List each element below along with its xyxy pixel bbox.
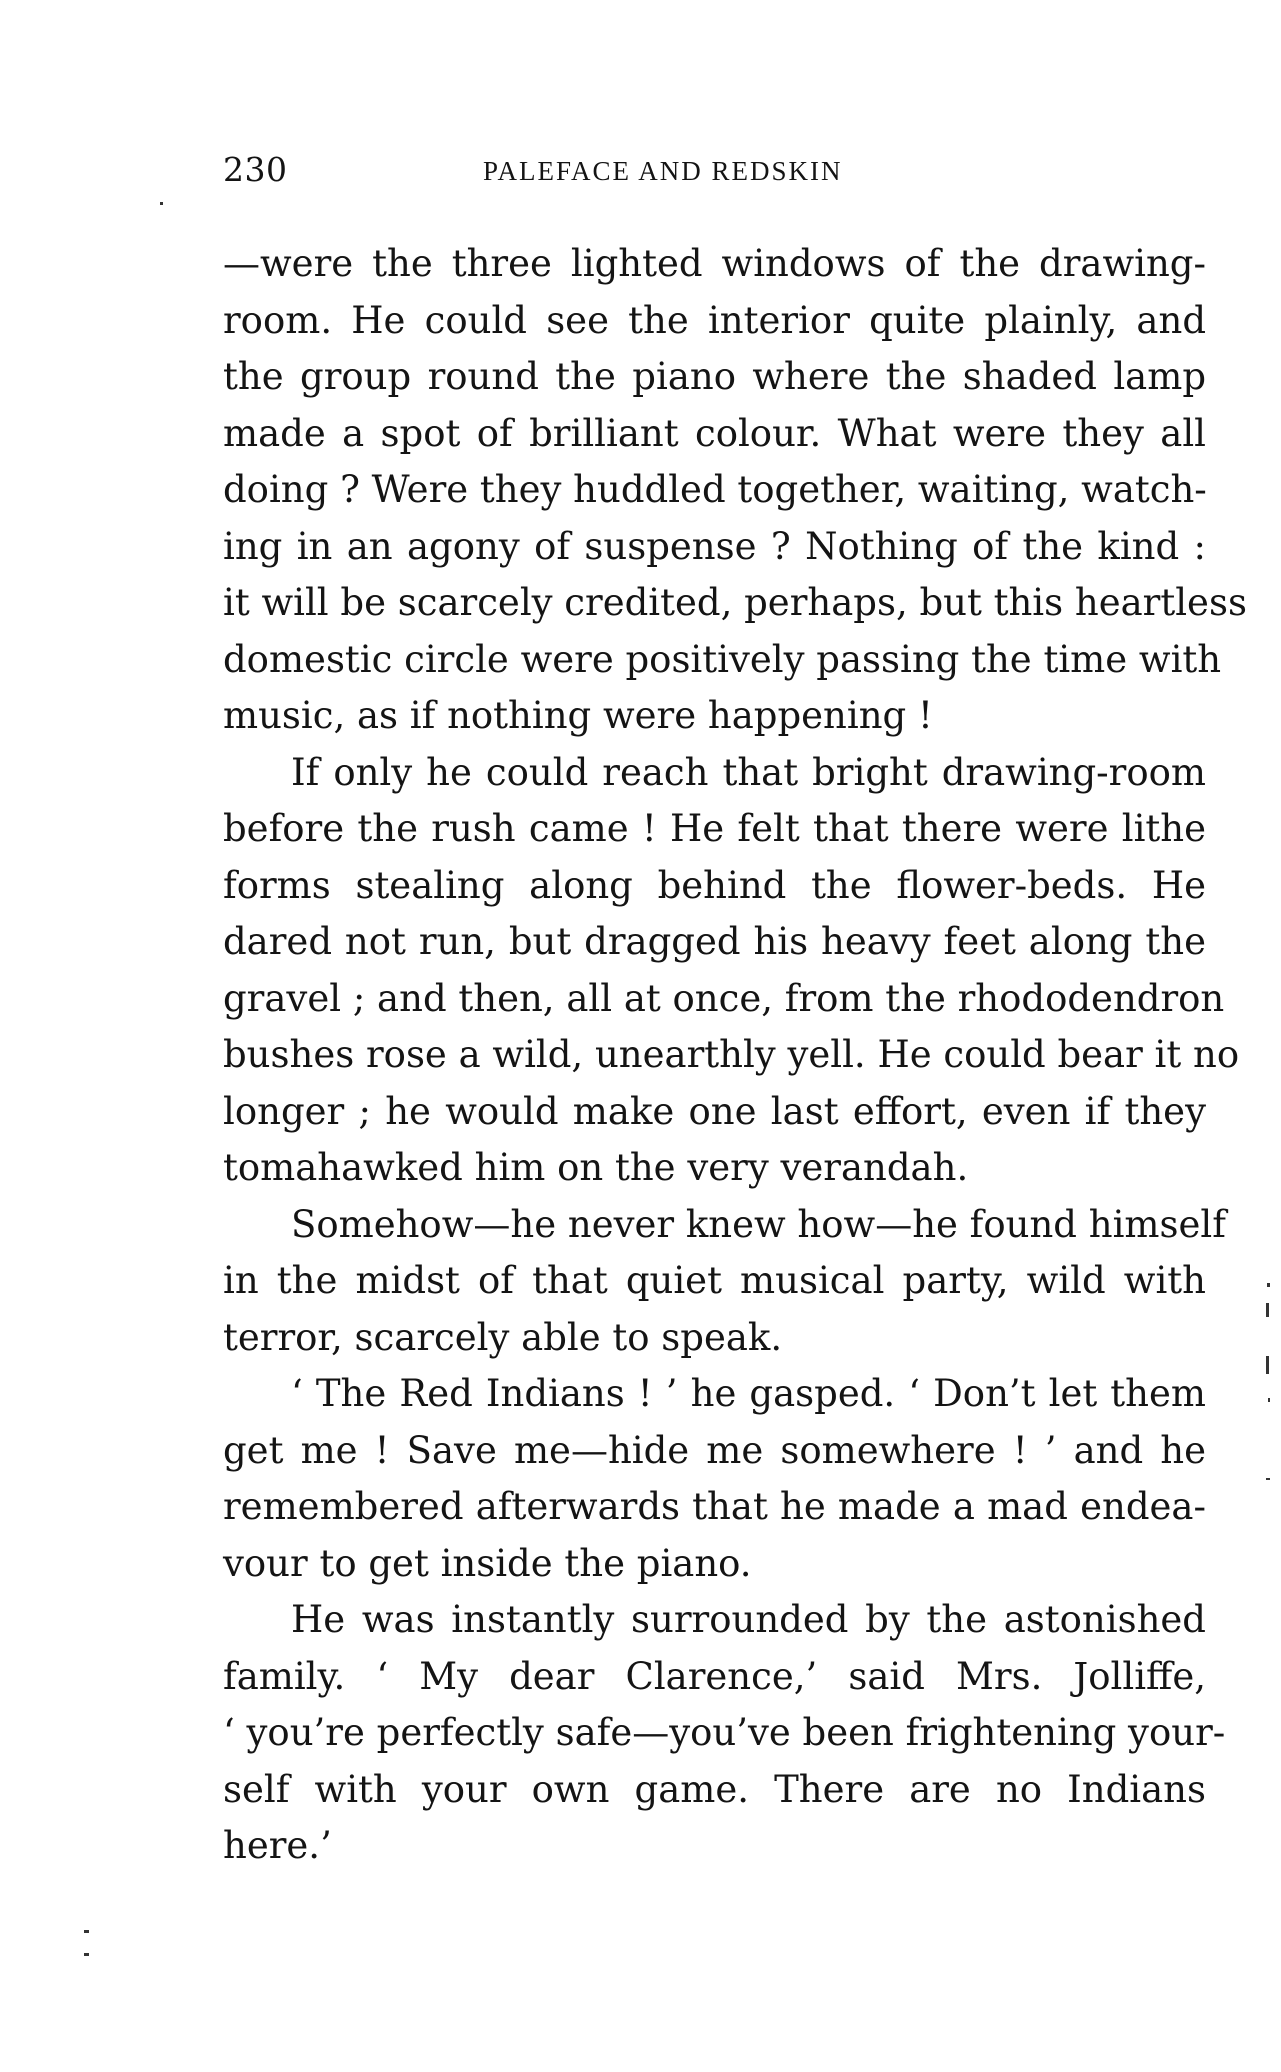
- text-line: self with your own game. There are no Indians: [223, 1767, 1206, 1811]
- scan-speck: [1268, 1398, 1270, 1402]
- text-line: tomahawked him on the very verandah.: [223, 1146, 969, 1189]
- running-header: [223, 148, 1206, 192]
- scan-speck: [1266, 1356, 1269, 1374]
- text-line: made a spot of brilliant colour. What were they all: [223, 411, 1206, 455]
- scan-speck: [160, 202, 163, 205]
- scan-speck: [1266, 1478, 1270, 1480]
- text-line: in the midst of that quiet musical party, wild with: [223, 1259, 1206, 1302]
- text-line: domestic circle were positively passing the time with: [223, 637, 1222, 681]
- text-line: vour to get inside the piano.: [223, 1541, 752, 1585]
- paragraph-start-line: ‘ The Red Indians ! ’ he gasped. ‘ Don’t let them: [291, 1372, 1206, 1415]
- text-line: it will be scarcely credited, perhaps, but this heartless: [223, 581, 1247, 624]
- text-line: get me ! Save me—hide me somewhere ! ’ and he: [223, 1428, 1206, 1472]
- text-line: forms stealing along behind the flower-beds. He: [223, 863, 1206, 907]
- scan-speck: [1267, 1283, 1270, 1287]
- text-line: —were the three lighted windows of the drawing-: [223, 242, 1206, 285]
- paragraph-start-line: He was instantly surrounded by the astonished: [291, 1598, 1206, 1641]
- text-line: remembered afterwards that he made a mad endea-: [223, 1485, 1206, 1528]
- text-line: the group round the piano where the shaded lamp: [223, 355, 1206, 398]
- text-line: gravel ; and then, all at once, from the rhododendron: [223, 976, 1225, 1020]
- paragraph-start-line: If only he could reach that bright drawing-room: [291, 750, 1206, 794]
- scan-speck: [1266, 1303, 1269, 1317]
- text-line: doing ? Were they huddled together, waiting, watch-: [223, 468, 1207, 511]
- text-line: bushes rose a wild, unearthly yell. He could bear it no: [223, 1033, 1240, 1076]
- text-line: dared not run, but dragged his heavy feet along the: [223, 920, 1206, 963]
- scan-speck: [84, 1930, 89, 1933]
- text-line: ing in an agony of suspense ? Nothing of the kind :: [223, 524, 1206, 568]
- running-title: PALEFACE AND REDSKIN: [483, 156, 843, 186]
- text-line: before the rush came ! He felt that there were lithe: [223, 807, 1206, 850]
- page-body: [223, 236, 1247, 1875]
- text-line: music, as if nothing were happening !: [223, 694, 933, 737]
- text-line: ‘ you’re perfectly safe—you’ve been frightening your-: [223, 1711, 1226, 1754]
- text-line: longer ; he would make one last effort, even if they: [223, 1089, 1206, 1133]
- text-line: room. He could see the interior quite plainly, and: [223, 298, 1206, 342]
- text-line: family. ‘ My dear Clarence,’ said Mrs. Jolliffe,: [223, 1654, 1206, 1698]
- paragraph-start-line: Somehow—he never knew how—he found himself: [291, 1202, 1226, 1246]
- text-line: terror, scarcely able to speak.: [223, 1315, 783, 1359]
- text-line: here.’: [223, 1824, 332, 1867]
- page-number: 230: [223, 150, 288, 189]
- scan-speck: [84, 1953, 89, 1956]
